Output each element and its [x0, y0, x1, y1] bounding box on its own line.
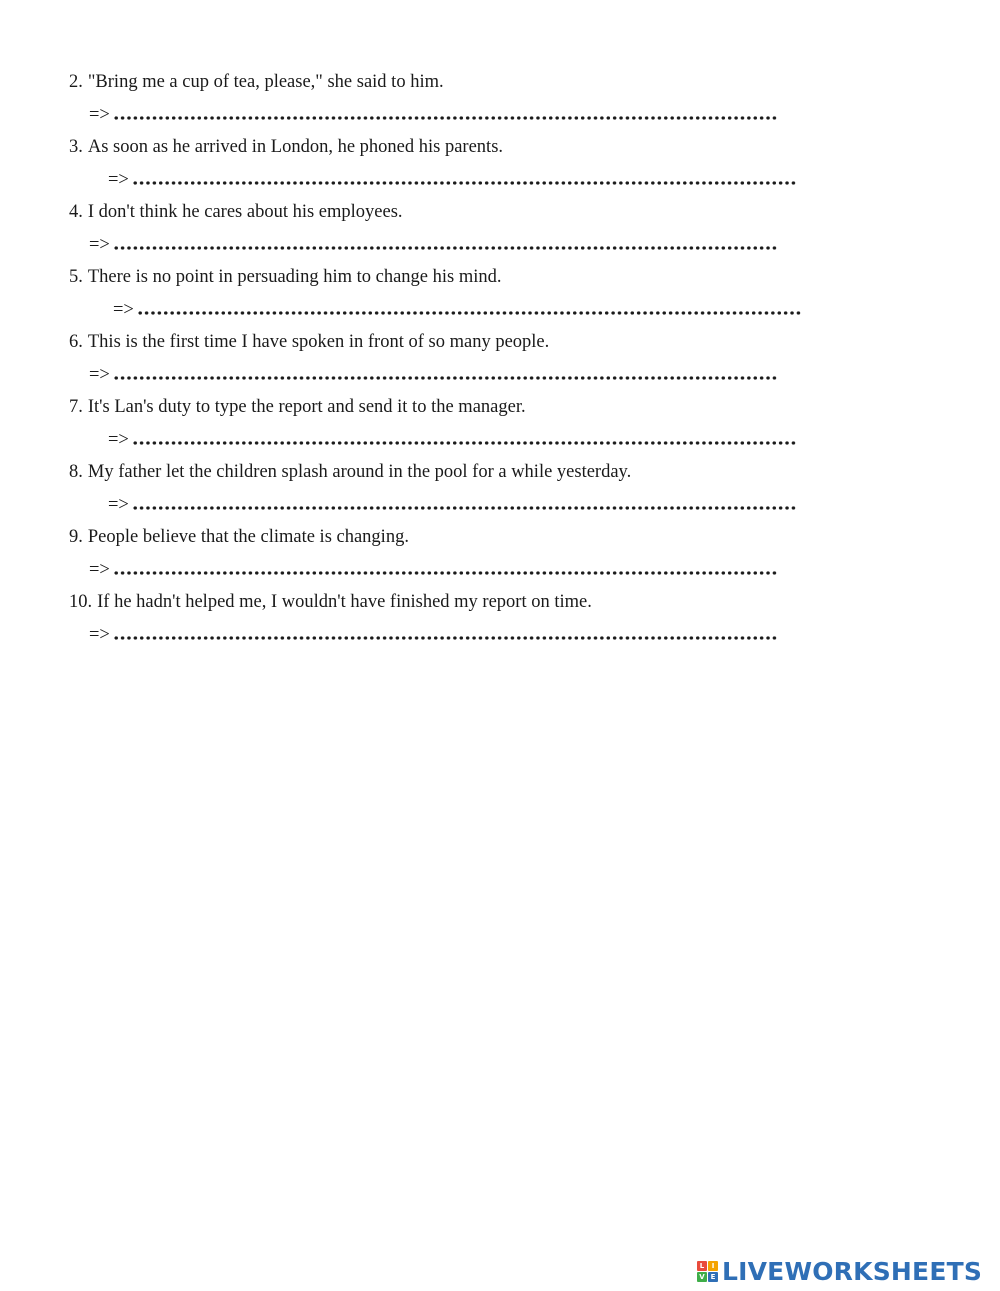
- answer-dots: [113, 366, 777, 386]
- question-text: It's Lan's duty to type the report and send it to the manager.: [87, 397, 526, 417]
- question-text: I don't think he cares about his employees.: [87, 202, 403, 222]
- answer-arrow: =>: [113, 300, 134, 320]
- answer-arrow: =>: [108, 430, 129, 450]
- question-5: [69, 268, 502, 287]
- question-7: [69, 398, 526, 417]
- logo-text: LIVEWORKSHEETS: [722, 1256, 983, 1286]
- question-text: People believe that the climate is changing.: [87, 527, 409, 547]
- answer-line-6[interactable]: [89, 366, 110, 385]
- question-number: 6.: [69, 332, 83, 352]
- answer-arrow: =>: [89, 625, 110, 645]
- answer-arrow: =>: [89, 105, 110, 125]
- answer-line-10[interactable]: [89, 626, 110, 645]
- question-4: [69, 203, 403, 222]
- answer-dots: [132, 431, 796, 451]
- question-6: [69, 333, 549, 352]
- answer-dots: [113, 236, 777, 256]
- answer-arrow: =>: [89, 365, 110, 385]
- question-number: 2.: [69, 72, 83, 92]
- liveworksheets-logo-icon: [697, 1261, 718, 1282]
- logo-tile-e: E: [708, 1272, 718, 1282]
- logo-tile-l: L: [697, 1261, 707, 1271]
- answer-line-9[interactable]: [89, 561, 110, 580]
- question-number: 8.: [69, 462, 83, 482]
- answer-dots: [132, 496, 796, 516]
- question-text: This is the first time I have spoken in front of so many people.: [87, 332, 550, 352]
- logo-tile-i: I: [708, 1261, 718, 1271]
- question-text: If he hadn't helped me, I wouldn't have finished my report on time.: [97, 592, 592, 612]
- question-number: 7.: [69, 397, 83, 417]
- question-text: "Bring me a cup of tea, please," she said to him.: [87, 72, 444, 92]
- answer-arrow: =>: [89, 560, 110, 580]
- question-8: [69, 463, 631, 482]
- question-number: 10.: [69, 592, 93, 612]
- question-number: 9.: [69, 527, 83, 547]
- question-9: [69, 528, 409, 547]
- question-number: 4.: [69, 202, 83, 222]
- liveworksheets-logo: [697, 1257, 982, 1285]
- question-text: My father let the children splash around in the pool for a while yesterday.: [87, 462, 632, 482]
- question-text: There is no point in persuading him to change his mind.: [87, 267, 502, 287]
- answer-line-2[interactable]: [89, 106, 110, 125]
- answer-dots: [113, 561, 777, 581]
- answer-dots: [113, 106, 777, 126]
- answer-line-8[interactable]: [108, 496, 129, 515]
- answer-arrow: =>: [89, 235, 110, 255]
- logo-tile-v: V: [697, 1272, 707, 1282]
- question-text: As soon as he arrived in London, he phoned his parents.: [87, 137, 504, 157]
- answer-arrow: =>: [108, 495, 129, 515]
- answer-dots: [137, 301, 801, 321]
- question-number: 5.: [69, 267, 83, 287]
- answer-line-4[interactable]: [89, 236, 110, 255]
- question-number: 3.: [69, 137, 83, 157]
- answer-line-3[interactable]: [108, 171, 129, 190]
- answer-line-5[interactable]: [113, 301, 134, 320]
- answer-line-7[interactable]: [108, 431, 129, 450]
- answer-dots: [113, 626, 777, 646]
- question-2: [69, 73, 444, 92]
- question-3: [69, 138, 503, 157]
- answer-arrow: =>: [108, 170, 129, 190]
- answer-dots: [132, 171, 796, 191]
- question-10: [69, 593, 592, 612]
